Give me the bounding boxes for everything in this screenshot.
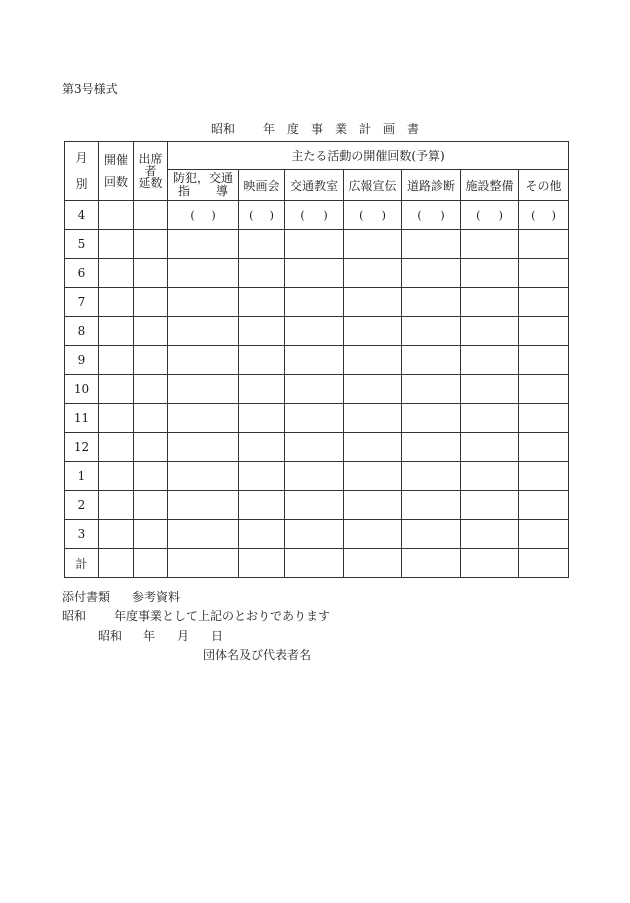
budget-cell[interactable]: ( ) xyxy=(344,201,402,230)
header-road-inspection: 道路診断 xyxy=(402,170,461,201)
document-title xyxy=(0,120,630,137)
statement-line xyxy=(62,607,330,624)
data-cell[interactable] xyxy=(519,317,569,346)
budget-cell[interactable]: ( ) xyxy=(461,201,519,230)
data-cell[interactable] xyxy=(402,346,461,375)
data-cell[interactable] xyxy=(239,462,285,491)
data-cell[interactable] xyxy=(285,375,344,404)
month-label: 10 xyxy=(65,375,99,404)
data-cell[interactable] xyxy=(461,549,519,578)
statement-text: 年度事業として上記のとおりであります xyxy=(114,609,331,623)
month-label: 5 xyxy=(65,230,99,259)
date-month: 月 xyxy=(177,629,190,643)
month-label: 2 xyxy=(65,491,99,520)
data-cell[interactable] xyxy=(168,404,239,433)
data-cell[interactable] xyxy=(134,433,168,462)
data-cell[interactable] xyxy=(519,520,569,549)
data-cell[interactable] xyxy=(134,230,168,259)
header-other: その他 xyxy=(519,170,569,201)
data-cell[interactable] xyxy=(285,346,344,375)
data-cell[interactable] xyxy=(461,520,519,549)
data-cell[interactable] xyxy=(285,462,344,491)
data-cell[interactable] xyxy=(519,375,569,404)
data-cell[interactable] xyxy=(344,404,402,433)
title-char: 画 xyxy=(383,122,396,136)
data-cell[interactable] xyxy=(134,375,168,404)
data-cell[interactable] xyxy=(239,404,285,433)
data-cell[interactable] xyxy=(134,404,168,433)
data-cell[interactable] xyxy=(461,259,519,288)
header-meeting-count: 開催 回数 xyxy=(99,142,134,201)
data-cell[interactable] xyxy=(285,520,344,549)
data-cell[interactable] xyxy=(99,346,134,375)
table-row xyxy=(65,433,569,462)
data-cell[interactable] xyxy=(168,375,239,404)
data-cell[interactable] xyxy=(344,317,402,346)
data-cell[interactable] xyxy=(402,549,461,578)
data-cell[interactable] xyxy=(285,433,344,462)
data-cell[interactable] xyxy=(285,230,344,259)
data-cell[interactable] xyxy=(519,433,569,462)
data-cell[interactable] xyxy=(134,491,168,520)
attachments-line xyxy=(62,588,180,605)
data-cell[interactable] xyxy=(239,549,285,578)
table-row xyxy=(65,230,569,259)
budget-cell[interactable]: ( ) xyxy=(402,201,461,230)
header-month: 月 別 xyxy=(65,142,99,201)
data-cell[interactable] xyxy=(461,462,519,491)
data-cell[interactable] xyxy=(134,520,168,549)
data-cell[interactable] xyxy=(285,317,344,346)
month-label: 6 xyxy=(65,259,99,288)
month-label: 4 xyxy=(65,201,99,230)
data-cell[interactable] xyxy=(344,520,402,549)
data-cell[interactable] xyxy=(239,230,285,259)
header-traffic-class: 交通教室 xyxy=(285,170,344,201)
data-cell[interactable] xyxy=(461,346,519,375)
header-facility-maintenance: 施設整備 xyxy=(461,170,519,201)
attendee-cell[interactable] xyxy=(134,201,168,230)
organization-line: 団体名及び代表者名 xyxy=(203,648,312,662)
data-cell[interactable] xyxy=(168,433,239,462)
budget-cell[interactable]: ( ) xyxy=(285,201,344,230)
header-main-activities: 主たる活動の開催回数(予算) xyxy=(168,142,569,170)
data-cell[interactable] xyxy=(402,433,461,462)
header-crime-traffic-guidance: 防犯，交通 指 導 xyxy=(168,170,239,201)
table-row xyxy=(65,259,569,288)
data-cell[interactable] xyxy=(99,491,134,520)
data-cell[interactable] xyxy=(461,317,519,346)
title-char: 書 xyxy=(407,122,420,136)
total-label: 計 xyxy=(65,549,99,578)
data-cell[interactable] xyxy=(239,259,285,288)
data-cell[interactable] xyxy=(239,346,285,375)
data-cell[interactable] xyxy=(344,288,402,317)
month-label: 9 xyxy=(65,346,99,375)
budget-cell[interactable]: ( ) xyxy=(239,201,285,230)
data-cell[interactable] xyxy=(168,549,239,578)
data-cell[interactable] xyxy=(285,549,344,578)
data-cell[interactable] xyxy=(99,404,134,433)
data-cell[interactable] xyxy=(519,288,569,317)
data-cell[interactable] xyxy=(402,520,461,549)
data-cell[interactable] xyxy=(344,259,402,288)
data-cell[interactable] xyxy=(402,404,461,433)
header-attendee-total: 出席 者 延数 xyxy=(134,142,168,201)
data-cell[interactable] xyxy=(134,549,168,578)
data-cell[interactable] xyxy=(402,317,461,346)
data-cell[interactable] xyxy=(461,230,519,259)
data-cell[interactable] xyxy=(239,375,285,404)
data-cell[interactable] xyxy=(239,520,285,549)
data-cell[interactable] xyxy=(519,346,569,375)
date-line xyxy=(98,627,223,644)
data-cell[interactable] xyxy=(239,317,285,346)
data-cell[interactable] xyxy=(344,462,402,491)
data-cell[interactable] xyxy=(402,230,461,259)
table-row xyxy=(65,346,569,375)
table-row xyxy=(65,404,569,433)
data-cell[interactable] xyxy=(134,288,168,317)
data-cell[interactable] xyxy=(461,288,519,317)
activity-plan-table xyxy=(64,141,569,578)
data-cell[interactable] xyxy=(99,549,134,578)
table-row xyxy=(65,201,569,230)
data-cell[interactable] xyxy=(99,520,134,549)
month-label: 11 xyxy=(65,404,99,433)
data-cell[interactable] xyxy=(134,462,168,491)
data-cell[interactable] xyxy=(168,491,239,520)
month-label: 3 xyxy=(65,520,99,549)
data-cell[interactable] xyxy=(99,259,134,288)
table-row xyxy=(65,520,569,549)
data-cell[interactable] xyxy=(402,375,461,404)
data-cell[interactable] xyxy=(344,433,402,462)
month-label: 7 xyxy=(65,288,99,317)
title-char: 業 xyxy=(335,122,348,136)
form-number: 第3号様式 xyxy=(62,82,118,96)
title-char: 事 xyxy=(310,122,323,136)
table-row xyxy=(65,491,569,520)
data-cell[interactable] xyxy=(519,259,569,288)
data-cell[interactable] xyxy=(134,259,168,288)
data-cell[interactable] xyxy=(519,549,569,578)
month-label: 12 xyxy=(65,433,99,462)
data-cell[interactable] xyxy=(99,433,134,462)
data-cell[interactable] xyxy=(402,288,461,317)
data-cell[interactable] xyxy=(168,520,239,549)
data-cell[interactable] xyxy=(239,433,285,462)
data-cell[interactable] xyxy=(285,491,344,520)
data-cell[interactable] xyxy=(99,288,134,317)
data-cell[interactable] xyxy=(344,230,402,259)
budget-cell[interactable]: ( ) xyxy=(519,201,569,230)
data-cell[interactable] xyxy=(519,462,569,491)
data-cell[interactable] xyxy=(99,230,134,259)
attachments-value: 参考資料 xyxy=(132,590,181,604)
data-cell[interactable] xyxy=(285,288,344,317)
data-cell[interactable] xyxy=(344,491,402,520)
data-cell[interactable] xyxy=(344,549,402,578)
data-cell[interactable] xyxy=(239,288,285,317)
date-year: 年 xyxy=(143,629,156,643)
data-cell[interactable] xyxy=(168,259,239,288)
data-cell[interactable] xyxy=(168,346,239,375)
data-cell[interactable] xyxy=(402,462,461,491)
data-cell[interactable] xyxy=(519,404,569,433)
data-cell[interactable] xyxy=(134,317,168,346)
data-cell[interactable] xyxy=(239,491,285,520)
month-label: 8 xyxy=(65,317,99,346)
data-cell[interactable] xyxy=(461,375,519,404)
data-cell[interactable] xyxy=(134,346,168,375)
header-publicity: 広報宣伝 xyxy=(344,170,402,201)
month-label: 1 xyxy=(65,462,99,491)
table-row xyxy=(65,317,569,346)
table-row xyxy=(65,288,569,317)
data-cell[interactable] xyxy=(168,230,239,259)
data-cell[interactable] xyxy=(344,346,402,375)
title-char: 年 xyxy=(262,122,275,136)
data-cell[interactable] xyxy=(461,404,519,433)
date-day: 日 xyxy=(211,629,224,643)
data-cell[interactable] xyxy=(402,491,461,520)
data-cell[interactable] xyxy=(168,288,239,317)
data-cell[interactable] xyxy=(344,375,402,404)
header-film-screening: 映画会 xyxy=(239,170,285,201)
budget-cell[interactable]: ( ) xyxy=(168,201,239,230)
title-char: 度 xyxy=(286,122,299,136)
table-row xyxy=(65,375,569,404)
table-row xyxy=(65,462,569,491)
data-cell[interactable] xyxy=(461,491,519,520)
title-char: 計 xyxy=(359,122,372,136)
attachments-label: 添付書類 xyxy=(62,590,111,604)
data-cell[interactable] xyxy=(99,462,134,491)
data-cell[interactable] xyxy=(285,404,344,433)
table-row-total xyxy=(65,549,569,578)
data-cell[interactable] xyxy=(402,259,461,288)
title-era: 昭和 xyxy=(210,122,235,136)
meeting-count-cell[interactable] xyxy=(99,201,134,230)
data-cell[interactable] xyxy=(168,462,239,491)
statement-era: 昭和 xyxy=(62,609,87,623)
date-era: 昭和 xyxy=(98,629,123,643)
data-cell[interactable] xyxy=(285,259,344,288)
data-cell[interactable] xyxy=(99,317,134,346)
data-cell[interactable] xyxy=(461,433,519,462)
data-cell[interactable] xyxy=(519,491,569,520)
data-cell[interactable] xyxy=(168,317,239,346)
data-cell[interactable] xyxy=(519,230,569,259)
data-cell[interactable] xyxy=(99,375,134,404)
